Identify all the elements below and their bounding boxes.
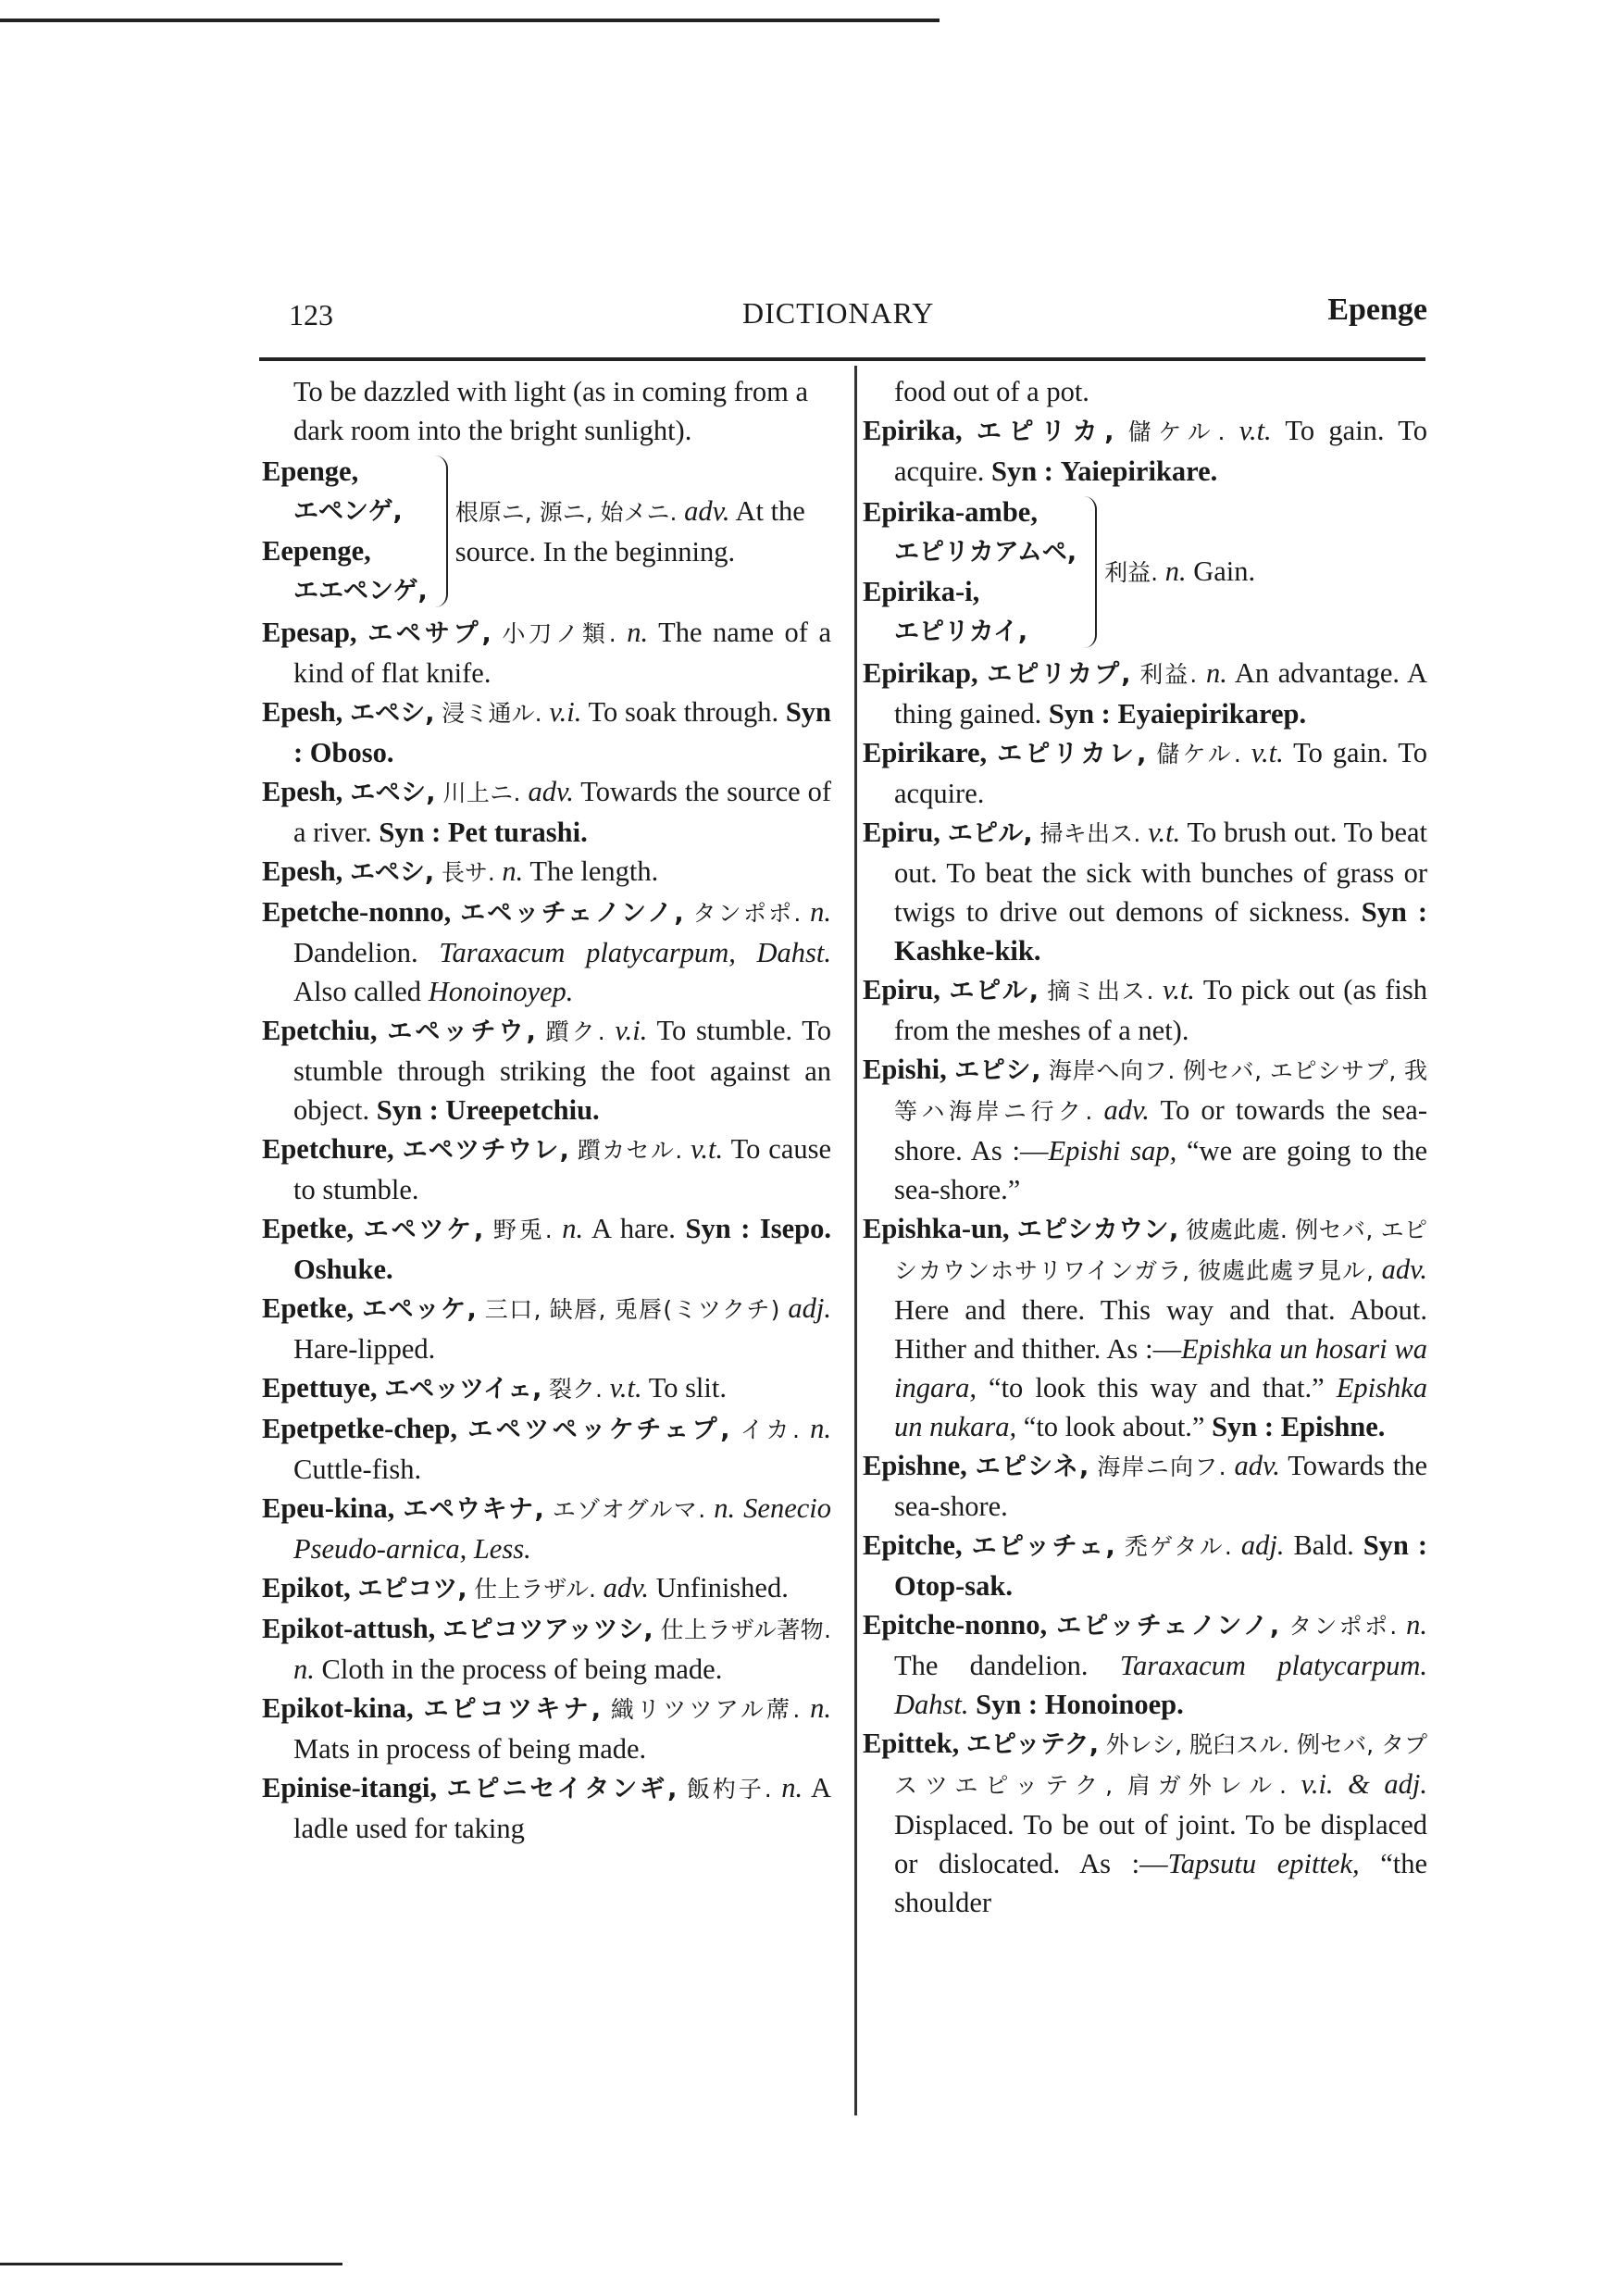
synonym: Epishne. <box>1280 1411 1386 1442</box>
dictionary-entry <box>262 1768 831 1848</box>
kana: エペッチェノンノ, <box>460 899 684 928</box>
dictionary-entry <box>262 1489 831 1568</box>
headword: Epetchure, <box>262 1133 394 1165</box>
japanese-gloss: 掃キ出ス. <box>1039 820 1141 847</box>
part-of-speech: n. <box>502 855 524 887</box>
example-translation: “to look about.” <box>1023 1411 1205 1442</box>
part-of-speech: v.t. <box>1148 817 1181 848</box>
kana: エペッチウ, <box>387 1017 536 1046</box>
definition: To gain. To acquire. <box>894 737 1428 809</box>
synonym-label: Syn : <box>991 455 1053 487</box>
japanese-gloss: 摘ミ出ス. <box>1047 978 1154 1004</box>
headword: Epirikare, <box>863 737 988 768</box>
definition: Cuttle-fish. <box>293 1454 422 1485</box>
kana: エピッテク, <box>965 1730 1100 1759</box>
synonym-label: Syn : <box>1361 896 1427 928</box>
definition: At the source. In the beginning. <box>454 495 805 568</box>
synonym: Eyaiepirikarep. <box>1117 698 1307 730</box>
synonym-label: Syn : <box>376 1094 439 1126</box>
synonym-label: Syn : <box>1363 1529 1428 1561</box>
part-of-speech: n. <box>810 1692 831 1724</box>
japanese-gloss: 海岸へ向フ. 例セバ, エピシサプ, 我等ハ海岸ニ行ク. <box>894 1057 1427 1125</box>
dictionary-entry <box>262 613 831 693</box>
headword: Epetke, <box>262 1292 355 1324</box>
part-of-speech: v.t. <box>609 1372 642 1404</box>
definition: To brush out. To beat out. To beat the sick with bunches of grass or twigs to drive out demons of sickness. <box>894 817 1428 928</box>
japanese-gloss: 仕上ラザル著物. <box>660 1616 831 1643</box>
kana: エピリカイ, <box>894 618 1028 646</box>
part-of-speech: adj. <box>1240 1529 1285 1561</box>
definition: To or towards the sea-shore. As :— <box>894 1094 1428 1167</box>
kana: エペツケ, <box>363 1216 484 1244</box>
kana: エペンゲ, <box>293 497 403 526</box>
kana: エペウキナ, <box>403 1495 544 1524</box>
continued-definition: food out of a pot. <box>894 376 1089 407</box>
kana: エピコツアッツシ, <box>442 1616 653 1644</box>
part-of-speech: n. <box>781 1772 803 1803</box>
japanese-gloss: 仕上ラザル. <box>474 1576 596 1603</box>
japanese-gloss: 小刀ノ類. <box>502 620 616 647</box>
dictionary-entry <box>863 1209 1427 1446</box>
header-rule <box>259 357 1425 361</box>
kana: エピリカ, <box>976 418 1114 446</box>
definition: Mats in process of being made. <box>293 1733 647 1765</box>
example-ainu: Epishka un hosari wa ingara, <box>894 1333 1428 1404</box>
headword: Epenge, <box>262 455 359 487</box>
headword: Epikot-kina, <box>262 1692 414 1724</box>
kana: エピニセイタンギ, <box>446 1775 678 1803</box>
kana: エペツペッケチェプ, <box>467 1416 730 1444</box>
headword: Epitche-nonno, <box>863 1609 1048 1641</box>
dictionary-entry <box>863 1446 1427 1526</box>
definition: The name of a kind of flat knife. <box>293 617 831 689</box>
kana: エピリカレ, <box>997 740 1147 768</box>
dictionary-entry <box>262 1289 831 1368</box>
part-of-speech: adj. <box>788 1292 832 1324</box>
japanese-gloss: 野兎. <box>492 1217 553 1243</box>
synonym: Honoinoep. <box>1044 1689 1184 1720</box>
headword: Epishka-un, <box>863 1213 1010 1244</box>
dictionary-entry <box>262 892 831 1011</box>
example-ainu: Tapsutu epittek, <box>1167 1848 1360 1879</box>
kana: エピシ, <box>954 1056 1041 1085</box>
headword: Epettuye, <box>262 1372 378 1404</box>
part-of-speech: n. <box>627 617 649 648</box>
synonym: Otop-sak. <box>894 1570 1013 1602</box>
japanese-gloss: 海岸ニ向フ. <box>1097 1454 1226 1480</box>
kana: エピコツキナ, <box>423 1695 601 1724</box>
part-of-speech: v.i. <box>615 1015 648 1046</box>
part-of-speech: n. <box>714 1492 736 1524</box>
headword: Epikot, <box>262 1572 351 1603</box>
kana: エペッケ, <box>362 1295 477 1324</box>
definition: To slit. <box>648 1372 727 1404</box>
dictionary-entry <box>262 772 831 852</box>
dictionary-entry <box>262 1011 831 1129</box>
definition: Displaced. To be out of joint. To be displaced or dislocated. As :— <box>894 1809 1427 1879</box>
synonym-label: Syn : <box>293 696 832 768</box>
japanese-gloss: 裂ク. <box>549 1376 603 1403</box>
definition: Towards the sea-shore. <box>894 1450 1428 1522</box>
entry-epirika-group <box>863 493 1427 652</box>
japanese-gloss: 彼處此處. 例セバ, エピシカウンホサリワインガラ, 彼處此處ヲ見ル, <box>894 1217 1428 1284</box>
brace <box>433 455 448 607</box>
headword: Epishne, <box>863 1450 967 1481</box>
brace-definition <box>1104 552 1427 593</box>
definition: To pick out (as fish from the meshes of a net). <box>894 974 1428 1046</box>
dictionary-entry <box>863 970 1427 1050</box>
headword: Epesh, <box>262 855 343 887</box>
synonym: Isepo. Oshuke. <box>293 1213 832 1285</box>
headword: Epirika, <box>863 415 963 446</box>
definition: A ladle used for taking <box>293 1772 832 1844</box>
part-of-speech: v.t. <box>1251 737 1284 768</box>
headword: Epiru, <box>863 974 940 1005</box>
dictionary-entry <box>262 1129 831 1209</box>
definition: Dandelion. <box>293 937 418 968</box>
dictionary-entry <box>863 411 1427 491</box>
definition: Hare-lipped. <box>293 1333 436 1365</box>
dictionary-entry <box>863 1724 1427 1922</box>
synonym-label: Syn : <box>1048 698 1111 730</box>
dictionary-entry <box>262 693 831 772</box>
definition: To gain. To acquire. <box>894 415 1428 487</box>
kana: エピコツ, <box>357 1575 467 1603</box>
definition: Unfinished. <box>655 1572 789 1603</box>
top-scan-rule <box>0 19 940 22</box>
synonym: Pet turashi. <box>447 817 588 848</box>
left-column <box>262 372 831 1848</box>
headword: Eepenge, <box>262 535 371 567</box>
part-of-speech: n. <box>810 1413 832 1444</box>
japanese-gloss: 禿ゲタル. <box>1124 1533 1232 1560</box>
definition: Towards the source of a river. <box>293 776 832 848</box>
dictionary-entry <box>262 1689 831 1768</box>
japanese-gloss: 躓ク. <box>545 1018 605 1045</box>
japanese-gloss: 外レシ, 脱臼スル. 例セバ, タプスツエピッテク, 肩ガ外レル. <box>894 1731 1428 1799</box>
dictionary-entry <box>262 1609 831 1689</box>
scientific-name: Taraxacum platycarpum, Dahst. <box>439 937 832 968</box>
dictionary-entry <box>262 1209 831 1289</box>
synonym: Ureepetchiu. <box>445 1094 600 1126</box>
headword: Epinise-itangi, <box>262 1772 437 1803</box>
headword: Epitche, <box>863 1529 963 1561</box>
kana: エペシ, <box>350 779 436 807</box>
example-translation: “to look this way and that.” <box>989 1372 1325 1404</box>
headword: Epetke, <box>262 1213 355 1244</box>
synonym-label: Syn : <box>685 1213 751 1244</box>
continued-definition: To be dazzled with light (as in coming from a dark room into the bright sunlight). <box>293 376 809 446</box>
definition: The dandelion. <box>894 1650 1089 1681</box>
part-of-speech: adv. <box>684 495 730 527</box>
japanese-gloss: 浸ミ通ル. <box>442 700 542 727</box>
dictionary-entry <box>863 1050 1427 1209</box>
dictionary-entry <box>262 1409 831 1489</box>
part-of-speech: n. <box>293 1653 315 1685</box>
japanese-gloss: 川上ニ. <box>442 780 521 806</box>
synonym-label: Syn : <box>1212 1411 1275 1442</box>
part-of-speech: adv. <box>1381 1254 1428 1285</box>
headword: Epirikap, <box>863 657 978 689</box>
bottom-scan-rule <box>0 2263 342 2265</box>
japanese-gloss: 儲ケル. <box>1156 741 1241 767</box>
definition: Also called <box>293 976 422 1007</box>
dictionary-entry <box>863 733 1427 813</box>
guide-word: Epenge <box>1327 293 1427 327</box>
japanese-gloss: タンポポ. <box>1288 1613 1398 1640</box>
kana: エピル, <box>947 819 1033 848</box>
brace-headwords <box>262 452 428 611</box>
kana: エピッチェノンノ, <box>1056 1612 1280 1641</box>
scientific-name: Senecio Pseudo-arnica, Less. <box>293 1492 831 1565</box>
japanese-gloss: 根原ニ, 源ニ, 始メニ. <box>454 499 678 526</box>
headword: Epeu-kina, <box>262 1492 395 1524</box>
example-ainu: Epishi sap, <box>1048 1135 1177 1167</box>
brace-definition <box>455 492 831 571</box>
part-of-speech: v.i. & adj. <box>1301 1768 1428 1800</box>
part-of-speech: v.i. <box>549 696 582 728</box>
part-of-speech: n. <box>810 896 832 928</box>
kana: エペシ, <box>349 858 435 887</box>
synonym: Kashke-kik. <box>894 935 1041 967</box>
dictionary-entry <box>863 1605 1427 1724</box>
definition: To cause to stumble. <box>293 1133 832 1205</box>
example-translation: “the shoulder <box>894 1848 1427 1918</box>
headword: Epirika-ambe, <box>863 496 1038 528</box>
running-title: DICTIONARY <box>742 296 935 330</box>
part-of-speech: n. <box>1406 1609 1428 1641</box>
japanese-gloss: 織リツツアル蓆. <box>610 1696 801 1723</box>
japanese-gloss: タンポポ. <box>692 900 802 927</box>
dictionary-entry <box>863 1526 1427 1605</box>
definition: Cloth in the process of being made. <box>321 1653 723 1685</box>
kana: エペシ, <box>350 699 435 728</box>
kana: エピリカプ, <box>987 660 1131 689</box>
japanese-gloss: 儲ケル. <box>1127 418 1226 445</box>
dictionary-entry <box>262 1568 831 1609</box>
part-of-speech: adv. <box>603 1572 650 1603</box>
page-number: 123 <box>289 298 333 331</box>
dictionary-entry <box>262 852 831 892</box>
headword: Epittek, <box>863 1728 960 1759</box>
dictionary-entry <box>863 813 1427 970</box>
column-divider <box>854 366 857 2115</box>
running-header <box>289 289 1427 344</box>
part-of-speech: v.t. <box>1238 415 1272 446</box>
headword: Epishi, <box>863 1054 947 1085</box>
headword: Epetchiu, <box>262 1015 378 1046</box>
headword: Epiru, <box>863 817 940 848</box>
definition: To soak through. <box>588 696 779 728</box>
part-of-speech: v.t. <box>691 1133 724 1165</box>
part-of-speech: n. <box>1205 657 1227 689</box>
kana: エピッチェ, <box>971 1532 1115 1561</box>
example-ainu: Epishka un nukara, <box>894 1372 1428 1442</box>
japanese-gloss: 利益. <box>1139 661 1198 688</box>
japanese-gloss: イカ. <box>740 1416 800 1443</box>
dictionary-entry <box>262 1368 831 1409</box>
synonym-label: Syn : <box>379 817 442 848</box>
headword: Epetpetke-chep, <box>262 1413 457 1444</box>
japanese-gloss: 躓カセル. <box>577 1137 683 1164</box>
definition: To stumble. To stumble through striking the foot against an object. <box>293 1015 832 1126</box>
brace <box>1082 496 1097 648</box>
kana: エピリカアムペ, <box>894 538 1077 567</box>
example-translation: “we are going to the sea-shore.” <box>894 1135 1427 1205</box>
headword: Epesh, <box>262 696 343 728</box>
headword: Epirika-i, <box>863 576 980 607</box>
kana: エペサプ, <box>367 619 492 648</box>
japanese-gloss: 三口, 缺唇, 兎唇(ミツクチ) <box>484 1296 780 1323</box>
japanese-gloss: 利益. <box>1104 559 1159 586</box>
alternate-name: Honoinoyep. <box>428 976 574 1007</box>
headword: Epesh, <box>262 776 343 807</box>
japanese-gloss: 飯杓子. <box>686 1776 772 1803</box>
japanese-gloss: 長サ. <box>441 859 495 886</box>
synonym: Yaiepirikare. <box>1060 455 1218 487</box>
brace-headwords <box>863 493 1077 652</box>
part-of-speech: adv. <box>1103 1094 1150 1126</box>
part-of-speech: adv. <box>1234 1450 1280 1481</box>
definition: Gain. <box>1193 555 1256 587</box>
right-column <box>863 372 1427 1922</box>
kana: エペツチウレ, <box>402 1136 569 1165</box>
kana: エピシカウン, <box>1016 1216 1179 1244</box>
kana: エペッツイェ, <box>384 1375 542 1404</box>
definition: The length. <box>529 855 659 887</box>
headword: Epesap, <box>262 617 357 648</box>
headword: Epikot-attush, <box>262 1613 436 1644</box>
part-of-speech: n. <box>562 1213 584 1244</box>
definition: A hare. <box>591 1213 676 1244</box>
entry-epenge-group <box>262 452 831 611</box>
definition: Here and there. This way and that. About. Hither and thither. As :— <box>894 1294 1427 1365</box>
definition: An advantage. A thing gained. <box>894 657 1428 730</box>
part-of-speech: n. <box>1164 555 1187 587</box>
japanese-gloss: エゾオグルマ. <box>552 1496 706 1523</box>
part-of-speech: v.t. <box>1162 974 1195 1005</box>
definition: Bald. <box>1293 1529 1354 1561</box>
dictionary-entry <box>863 654 1427 733</box>
part-of-speech: adv. <box>528 776 574 807</box>
kana: エピシネ, <box>975 1453 1089 1481</box>
scientific-name: Taraxacum platycarpum. Dahst. <box>894 1650 1427 1720</box>
synonym-label: Syn : <box>976 1689 1039 1720</box>
kana: エエペンゲ, <box>293 577 428 605</box>
synonym: Oboso. <box>309 737 394 768</box>
headword: Epetche-nonno, <box>262 896 452 928</box>
kana: エピル, <box>949 977 1039 1005</box>
